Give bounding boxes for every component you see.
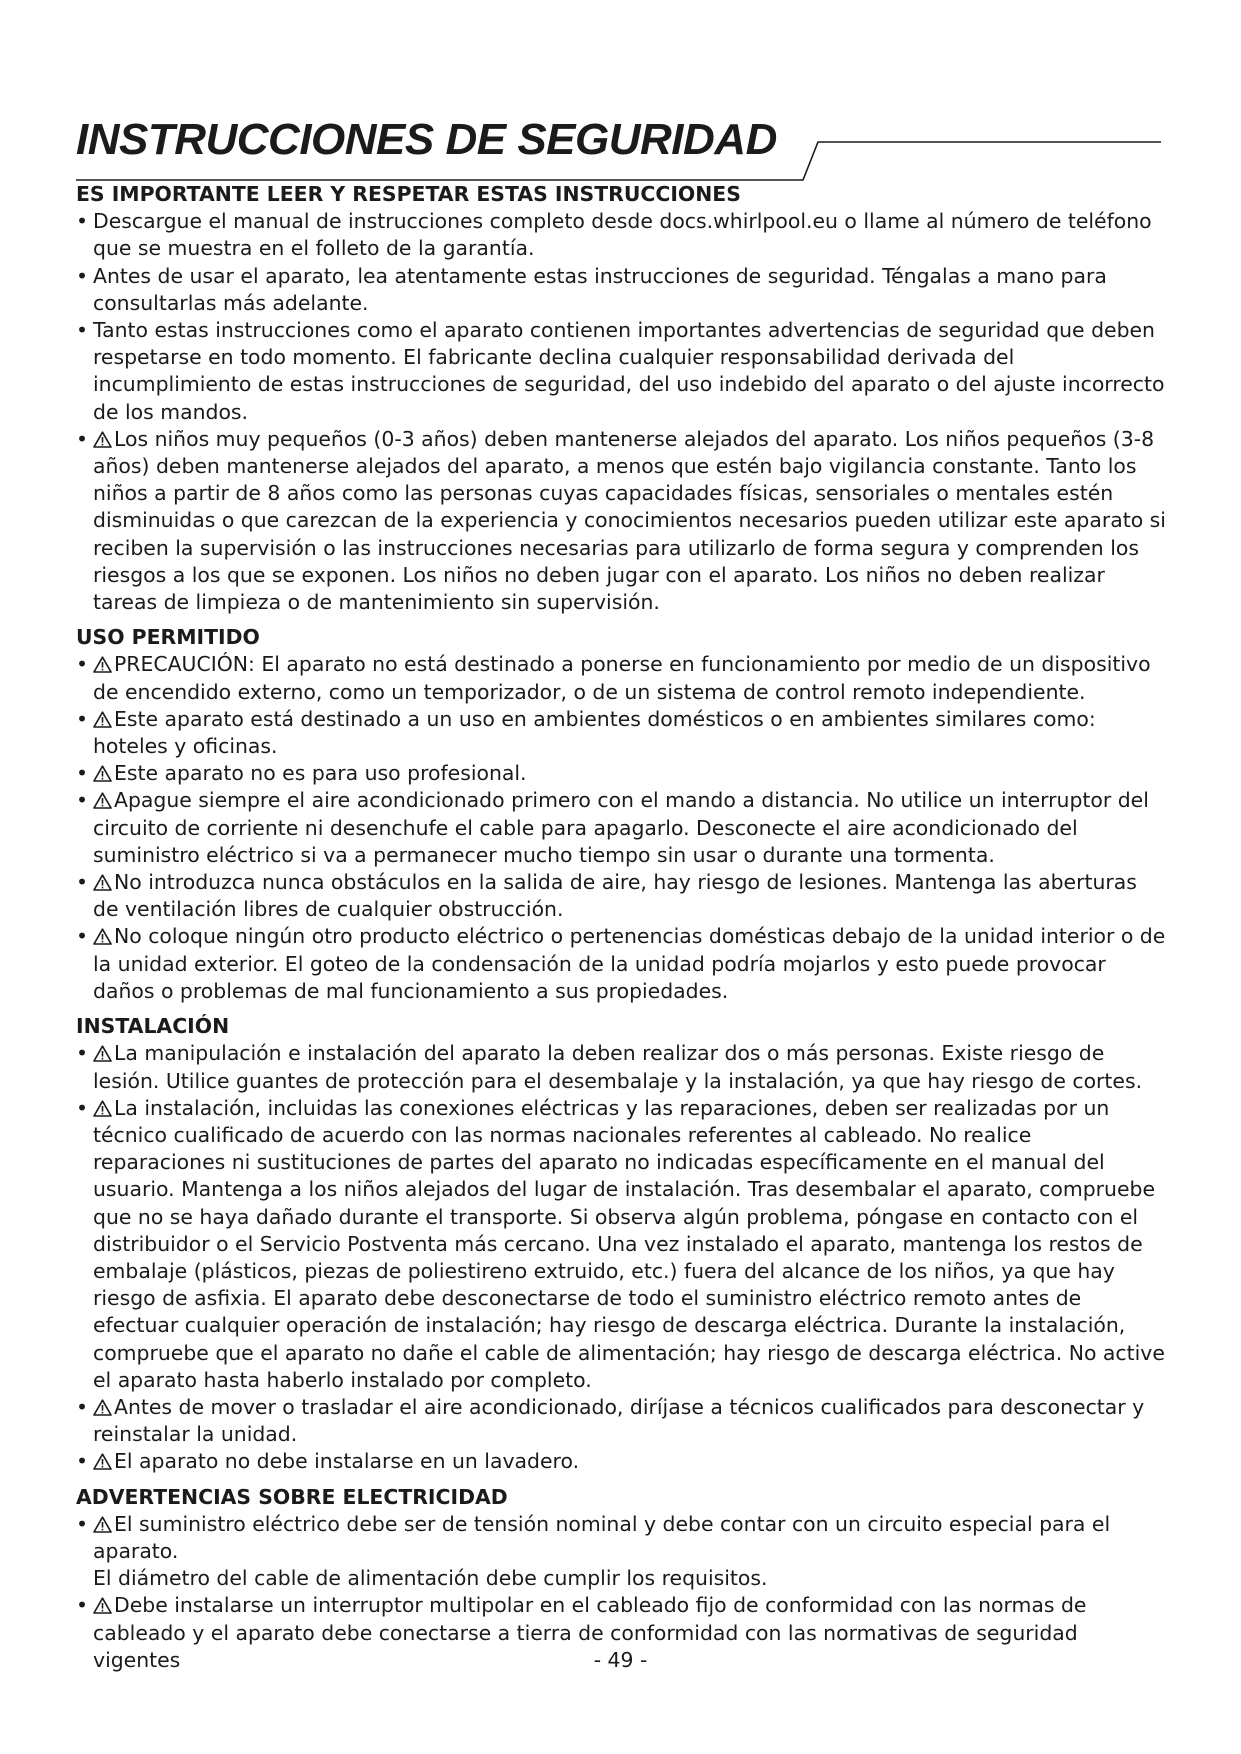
title-underline-line [76,142,1161,180]
warning-icon [93,765,112,782]
bullet: • [76,924,89,949]
bullet: • [76,1041,89,1066]
sections [76,624,1166,1674]
bullet: • [76,1394,89,1419]
warning-icon [93,1045,112,1062]
bullet: • [76,1095,89,1120]
warning-icon [93,1516,112,1533]
warning-icon [93,431,112,448]
list-item [76,787,1166,869]
list-item [76,923,1166,1005]
item-text: Apague siempre el aire acondicionado primero con el mando a distancia. No utilice un interruptor del circuito de corriente ni desenchufe el cable para apagarlo. Desconecte el aire acondicionado del suministro eléctrico si va a permanecer mucho tiempo sin usar o durante una tormenta. [93,788,1149,867]
list-item [76,1394,1166,1448]
list-item [76,208,1166,262]
item-text: Debe instalarse un interruptor multipolar en el cableado fijo de conformidad con las normas de cableado y el aparato debe conectarse a tierra de conformidad con las normativas de seguridad vigentes [93,1593,1087,1672]
section-list [76,1040,1166,1475]
item-extra-text: El diámetro del cable de alimentación debe cumplir los requisitos. [93,1566,768,1591]
bullet: • [76,788,89,813]
item-text: No coloque ningún otro producto eléctrico o pertenencias domésticas debajo de la unidad interior o de la unidad exterior. El goteo de la condensación de la unidad podría mojarlos y esto puede provocar daños o problemas de mal funcionamiento a sus propiedades. [93,924,1166,1003]
bullet: • [76,761,89,786]
warning-icon [93,1453,112,1470]
list-item [76,317,1166,426]
bullet: • [76,263,89,288]
list-item [76,1448,1166,1475]
item-text: Este aparato no es para uso profesional. [114,761,527,786]
section [76,1013,1166,1475]
item-text: Este aparato está destinado a un uso en ambientes domésticos o en ambientes similares como: hoteles y oficinas. [93,706,1096,759]
bullet: • [76,426,89,451]
intro-list [76,208,1166,616]
item-text: El suministro eléctrico debe ser de tensión nominal y debe contar con un circuito especial para el aparato. [93,1511,1111,1563]
subtitle: ES IMPORTANTE LEER Y RESPETAR ESTAS INSTRUCCIONES [76,182,741,206]
page-number: - 49 - [593,1648,648,1672]
page-title: INSTRUCCIONES DE SEGURIDAD [76,115,777,164]
bullet: • [76,706,89,731]
warning-icon [93,656,112,673]
bullet: • [76,870,89,895]
content [76,181,1166,1674]
section-heading: INSTALACIÓN [76,1014,230,1039]
item-text: Los niños muy pequeños (0-3 años) deben mantenerse alejados del aparato. Los niños pequeños (3-8 años) deben mantenerse alejados del aparato, a menos que estén bajo vigilancia constante. Tanto los niños a partir de 8 años como las personas cuyas capacidades físicas, sensoriales o mentales estén disminuidas o que carezcan de la experiencia y conocimientos necesarios pueden utilizar este aparato si reciben la supervisión o las instrucciones necesarias para utilizarlo de forma segura y comprenden los riesgos a los que se exponen. Los niños no deben jugar con el aparato. Los niños no deben realizar tareas de limpieza o de mantenimiento sin supervisión. [93,426,1166,615]
list-item [76,869,1166,923]
section-list [76,651,1166,1005]
item-text: Tanto estas instrucciones como el aparato contienen importantes advertencias de seguridad que deben respetarse en todo momento. El fabricante declina cualquier responsabilidad derivada del incumplimiento de estas instrucciones de seguridad, del uso indebido del aparato o del ajuste incorrecto de los mandos. [93,318,1165,424]
bullet: • [76,1511,89,1536]
item-text: Antes de mover o trasladar el aire acondicionado, diríjase a técnicos cualificados para desconectar y reinstalar la unidad. [93,1394,1145,1447]
warning-icon [93,711,112,728]
list-item [76,760,1166,787]
list-item [76,1040,1166,1094]
warning-icon [93,792,112,809]
item-text: El aparato no debe instalarse en un lavadero. [114,1449,580,1474]
section [76,1484,1166,1674]
item-text: PRECAUCIÓN: El aparato no está destinado a ponerse en funcionamiento por medio de un dispositivo de encendido externo, como un temporizador, o de un sistema de control remoto independiente. [93,652,1151,704]
bullet: • [76,1449,89,1474]
title-underline [0,0,1241,200]
warning-icon [93,928,112,945]
item-text: Antes de usar el aparato, lea atentamente estas instrucciones de seguridad. Téngalas a mano para consultarlas más adelante. [93,263,1107,315]
list-item [76,426,1166,616]
item-text: La manipulación e instalación del aparato la deben realizar dos o más personas. Existe riesgo de lesión. Utilice guantes de protección para el desembalaje y la instalación, ya que hay riesgo de cortes. [93,1041,1143,1093]
list-item [76,706,1166,760]
bullet: • [76,209,89,234]
list-item [76,651,1166,705]
list-item [76,263,1166,317]
warning-icon [93,1100,112,1117]
section-heading: USO PERMITIDO [76,625,260,650]
bullet: • [76,652,89,677]
bullet: • [76,1593,89,1618]
item-text: Descargue el manual de instrucciones completo desde docs.whirlpool.eu o llame al número de teléfono que se muestra en el folleto de la garantía. [93,209,1152,261]
section [76,624,1166,1005]
bullet: • [76,318,89,343]
warning-icon [93,1597,112,1614]
item-text: La instalación, incluidas las conexiones eléctricas y las reparaciones, deben ser realizadas por un técnico cualificado de acuerdo con las normas nacionales referentes al cableado. No realice reparaciones ni sustituciones de partes del aparato no indicadas específicamente en el manual del usuario. Mantenga a los niños alejados del lugar de instalación. Tras desembalar el aparato, compruebe que no se haya dañado durante el transporte. Si observa algún problema, póngase en contacto con el distribuidor o el Servicio Postventa más cercano. Una vez instalado el aparato, mantenga los restos de embalaje (plásticos, piezas de poliestireno extruido, etc.) fuera del alcance de los niños, ya que hay riesgo de asfixia. El aparato debe desconectarse de todo el suministro eléctrico remoto antes de efectuar cualquier operación de instalación; hay riesgo de descarga eléctrica. Durante la instalación, compruebe que el aparato no dañe el cable de alimentación; hay riesgo de descarga eléctrica. No active el aparato hasta haberlo instalado por completo. [93,1095,1165,1392]
section-heading: ADVERTENCIAS SOBRE ELECTRICIDAD [76,1484,508,1509]
warning-icon [93,874,112,891]
list-item [76,1095,1166,1394]
list-item [76,1511,1166,1593]
item-text: No introduzca nunca obstáculos en la salida de aire, hay riesgo de lesiones. Mantenga las aberturas de ventilación libres de cualquier obstrucción. [93,870,1137,922]
warning-icon [93,1399,112,1416]
